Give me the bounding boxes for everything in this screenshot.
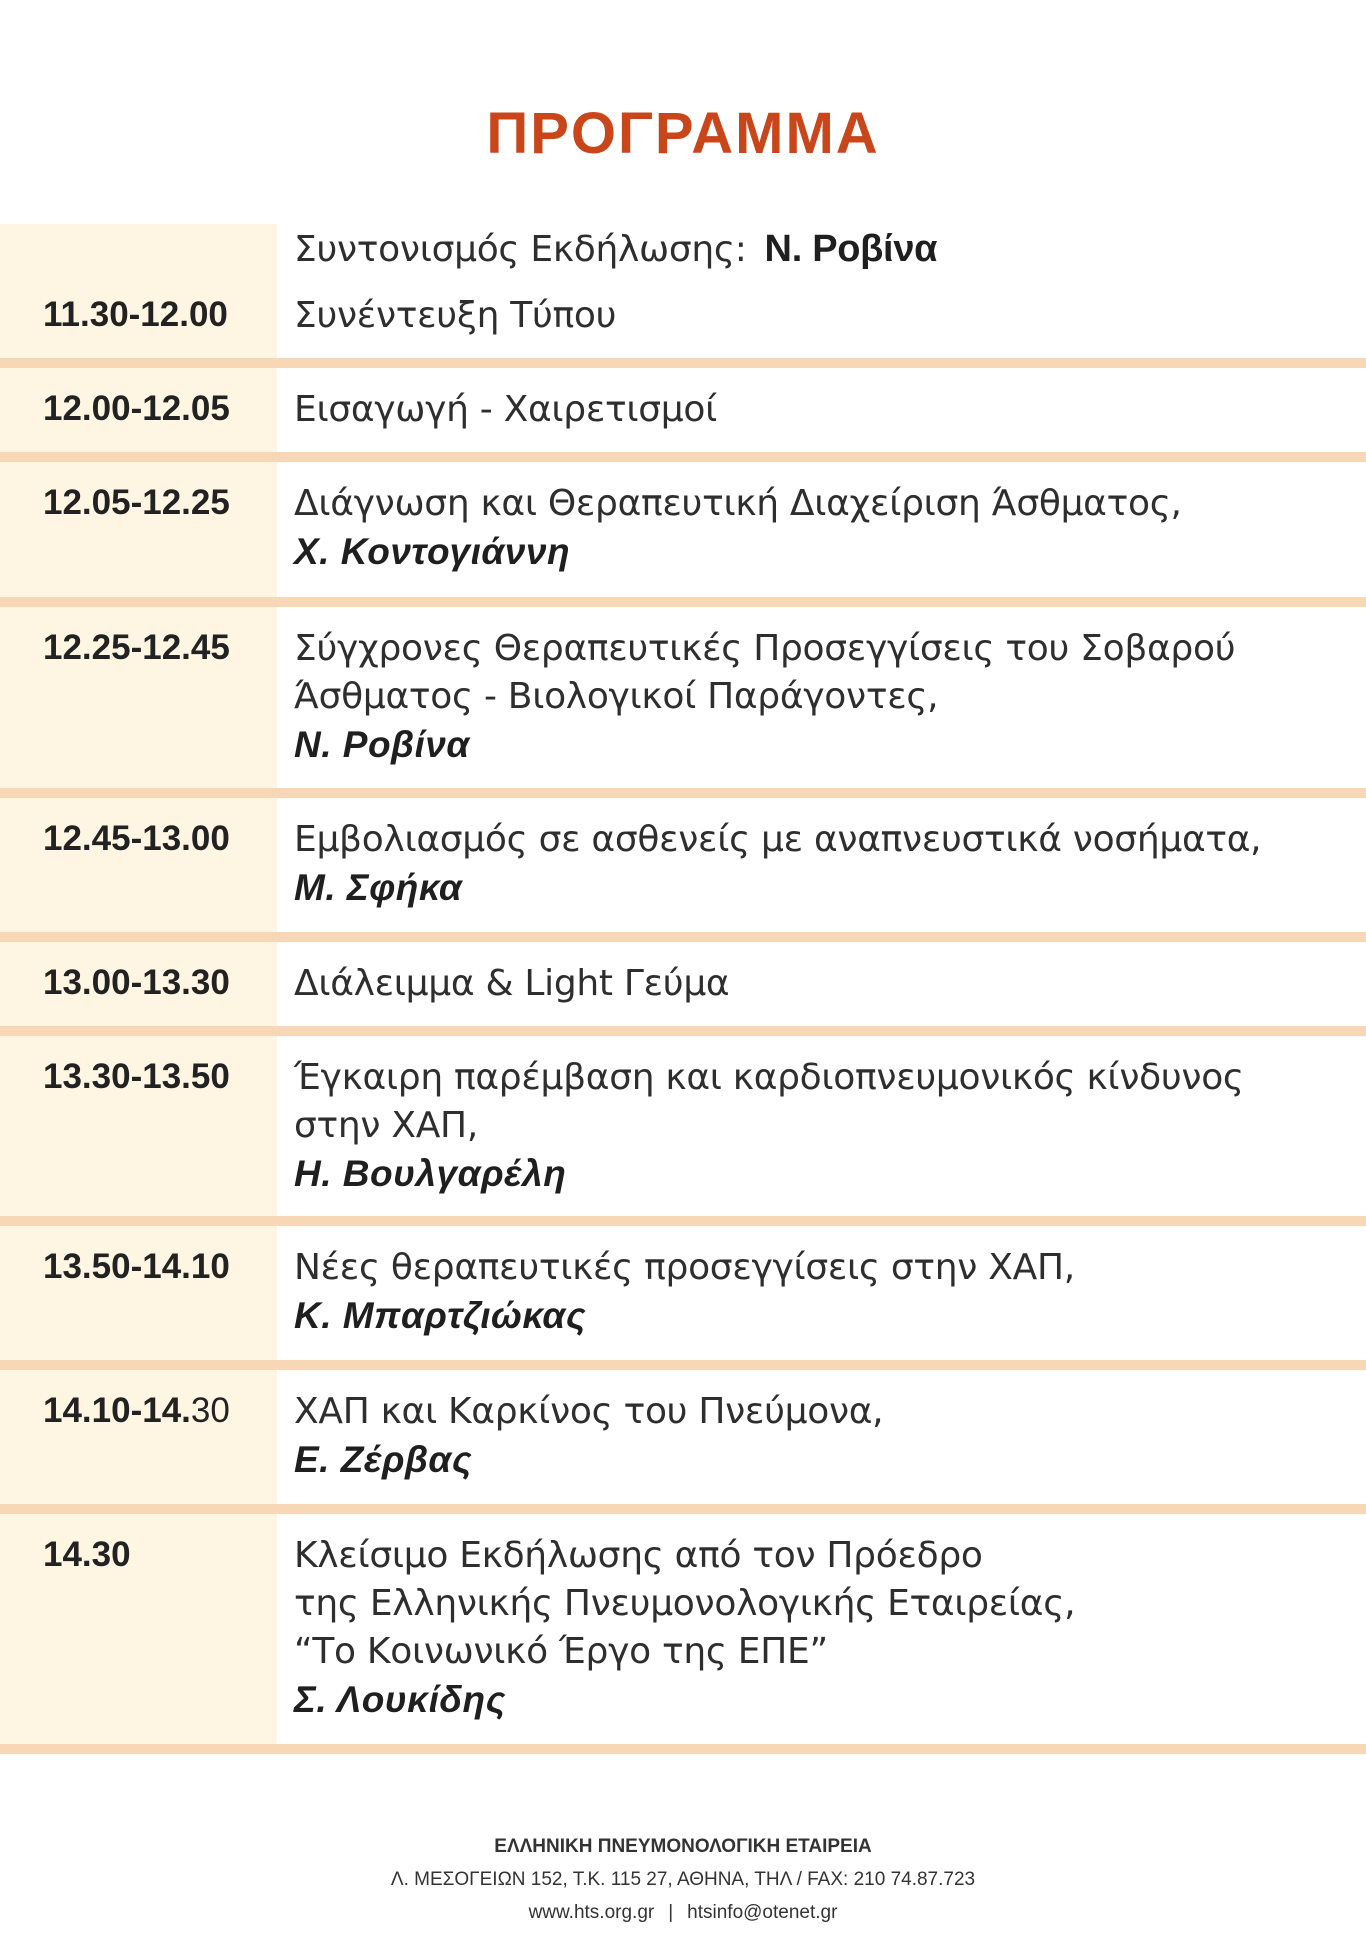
session-content <box>277 798 1366 932</box>
session-time <box>0 286 277 358</box>
footer-contacts <box>0 1896 1366 1929</box>
footer-separator: | <box>668 1902 674 1923</box>
session-row <box>0 798 1366 942</box>
session-row <box>0 462 1366 607</box>
session-row <box>0 1226 1366 1370</box>
session-title-line: Διάγνωση και Θεραπευτική Διαχείριση Άσθματος, <box>294 483 1182 524</box>
session-content <box>277 286 1366 358</box>
session-time <box>0 1514 277 1744</box>
session-title-line: Κλείσιμο Εκδήλωσης από τον Πρόεδρο <box>294 1535 983 1576</box>
session-time <box>0 462 277 597</box>
session-time <box>0 942 277 1026</box>
session-time-suffix: 30 <box>190 1391 230 1430</box>
coordination-row <box>0 224 1366 286</box>
session-row <box>0 942 1366 1036</box>
session-time <box>0 607 277 788</box>
page-title: ΠΡΟΓΡΑΜΜΑ <box>486 101 880 166</box>
session-speaker: Ε. Ζέρβας <box>294 1439 473 1480</box>
session-time <box>0 1370 277 1504</box>
footer-email: htsinfo@otenet.gr <box>687 1902 838 1923</box>
session-time-main: 13.50-14.10 <box>43 1247 230 1286</box>
footer-website: www.hts.org.gr <box>528 1902 655 1923</box>
session-time <box>0 798 277 932</box>
session-time <box>0 1226 277 1360</box>
coordination-label: Συντονισμός Εκδήλωσης: <box>294 229 747 270</box>
session-row <box>0 1370 1366 1514</box>
coordination-name: Ν. Ροβίνα <box>764 228 938 270</box>
session-title-line: “Το Κοινωνικό Έργο της ΕΠΕ” <box>294 1631 828 1672</box>
session-row <box>0 1514 1366 1754</box>
session-content <box>277 942 1366 1026</box>
session-title-line: Έγκαιρη παρέμβαση και καρδιοπνευμονικός κίνδυνος <box>294 1057 1244 1098</box>
session-title-line: της Ελληνικής Πνευμονολογικής Εταιρείας, <box>294 1583 1076 1624</box>
session-time-main: 13.00-13.30 <box>43 963 230 1002</box>
session-title-line: Εισαγωγή - Χαιρετισμοί <box>294 389 717 430</box>
session-content <box>277 1226 1366 1360</box>
session-time-main: 12.05-12.25 <box>43 483 230 522</box>
session-time-main: 14.30 <box>43 1535 131 1574</box>
session-speaker: Κ. Μπαρτζιώκας <box>294 1295 587 1336</box>
session-speaker: Χ. Κοντογιάννη <box>294 531 571 572</box>
session-title-line: Άσθματος - Βιολογικοί Παράγοντες, <box>294 676 939 717</box>
program-table <box>0 224 1366 1754</box>
session-content <box>277 1036 1366 1216</box>
session-time-main: 12.25-12.45 <box>43 628 230 667</box>
time-cell <box>0 224 277 286</box>
session-title-line: ΧΑΠ και Καρκίνος του Πνεύμονα, <box>294 1391 884 1432</box>
session-content <box>277 1514 1366 1744</box>
session-time-main: 13.30-13.50 <box>43 1057 230 1096</box>
session-title-line: Διάλειμμα & Light Γεύμα <box>294 963 730 1004</box>
session-row <box>0 1036 1366 1226</box>
footer-address: Λ. ΜΕΣΟΓΕΙΩΝ 152, Τ.Κ. 115 27, ΑΘΗΝΑ, ΤΗΛ / FAX: 210 74.87.723 <box>390 1869 976 1890</box>
session-content <box>277 368 1366 452</box>
session-title-line: Σύγχρονες Θεραπευτικές Προσεγγίσεις του Σοβαρού <box>294 628 1236 669</box>
coordination-cell <box>277 224 1366 286</box>
session-content <box>277 1370 1366 1504</box>
session-time-main: 14.10-14. <box>43 1391 191 1430</box>
session-time-main: 12.00-12.05 <box>43 389 230 428</box>
session-time <box>0 1036 277 1216</box>
session-title-line: Εμβολιασμός σε ασθενείς με αναπνευστικά νοσήματα, <box>294 819 1262 860</box>
session-time <box>0 368 277 452</box>
session-row <box>0 286 1366 368</box>
footer <box>0 1830 1366 1929</box>
session-title-line: στην ΧΑΠ, <box>294 1105 478 1146</box>
session-row <box>0 607 1366 798</box>
session-content <box>277 462 1366 597</box>
session-row <box>0 368 1366 462</box>
session-content <box>277 607 1366 788</box>
session-time-main: 12.45-13.00 <box>43 819 230 858</box>
session-title-line: Νέες θεραπευτικές προσεγγίσεις στην ΧΑΠ, <box>294 1247 1075 1288</box>
session-title-line: Συνέντευξη Τύπου <box>294 295 617 336</box>
session-speaker: Σ. Λουκίδης <box>294 1679 506 1720</box>
session-speaker: Μ. Σφήκα <box>294 867 463 908</box>
session-speaker: Ν. Ροβίνα <box>294 724 470 765</box>
session-time-main: 11.30-12.00 <box>43 295 228 334</box>
session-speaker: Η. Βουλγαρέλη <box>294 1153 567 1194</box>
footer-organization: ΕΛΛΗΝΙΚΗ ΠΝΕΥΜΟΝΟΛΟΓΙΚΗ ΕΤΑΙΡΕΙΑ <box>494 1836 872 1857</box>
